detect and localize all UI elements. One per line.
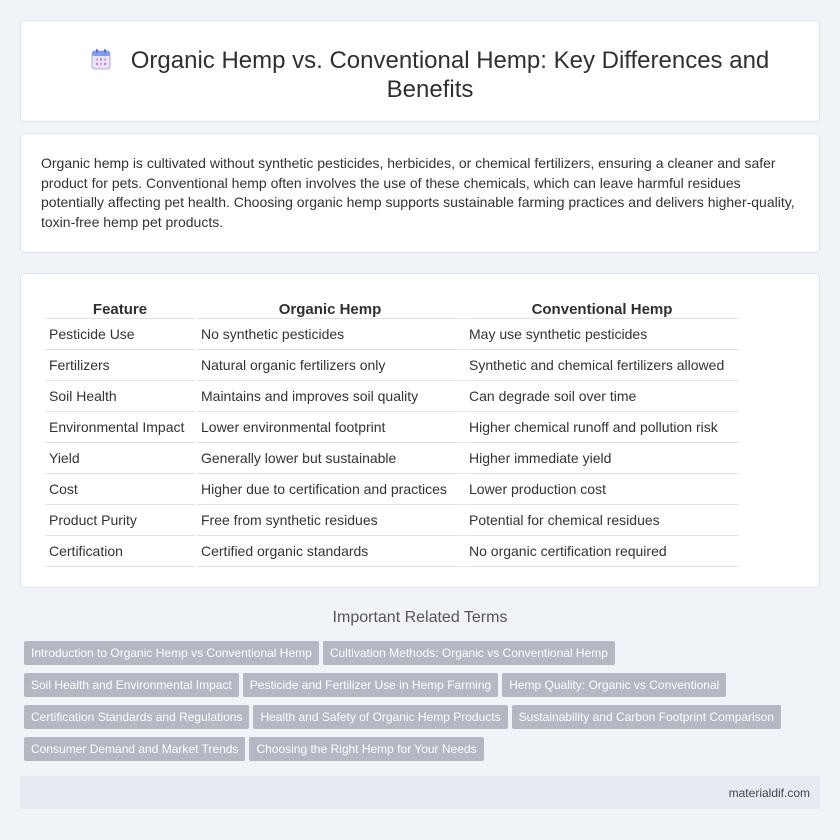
table-row bbox=[45, 381, 739, 412]
comparison-card bbox=[20, 273, 820, 588]
table-row bbox=[45, 412, 739, 443]
organic-cell: Generally lower but sustainable bbox=[197, 443, 463, 474]
related-terms-heading: Important Related Terms bbox=[332, 609, 508, 626]
feature-cell: Pesticide Use bbox=[45, 319, 195, 350]
related-term-tag[interactable]: Introduction to Organic Hemp vs Conventional Hemp bbox=[24, 641, 319, 665]
organic-cell: Free from synthetic residues bbox=[197, 505, 463, 536]
related-term-tag[interactable]: Hemp Quality: Organic vs Conventional bbox=[502, 673, 726, 697]
organic-cell: Maintains and improves soil quality bbox=[197, 381, 463, 412]
conventional-cell: Lower production cost bbox=[465, 474, 739, 505]
feature-cell: Certification bbox=[45, 536, 195, 567]
tag-row bbox=[24, 673, 824, 705]
related-term-tag[interactable]: Cultivation Methods: Organic vs Conventional Hemp bbox=[323, 641, 615, 665]
conventional-cell: No organic certification required bbox=[465, 536, 739, 567]
organic-cell: Natural organic fertilizers only bbox=[197, 350, 463, 381]
related-term-tag[interactable]: Soil Health and Environmental Impact bbox=[24, 673, 239, 697]
conventional-cell: Can degrade soil over time bbox=[465, 381, 739, 412]
conventional-cell: Higher immediate yield bbox=[465, 443, 739, 474]
table-row bbox=[45, 443, 739, 474]
feature-cell: Environmental Impact bbox=[45, 412, 195, 443]
comparison-table bbox=[43, 295, 741, 567]
table-header-row bbox=[45, 295, 739, 319]
intro-paragraph: Organic hemp is cultivated without synthetic pesticides, herbicides, or chemical fertilizers, ensuring a cleaner and safer product for pets. Conventional hemp often involves the use of these chemicals, which can leave harmful residues potentially affecting pet health. Choosing organic hemp supports sustainable farming practices and delivers higher-quality, toxin-free hemp pet products. bbox=[41, 155, 795, 230]
header-card bbox=[20, 20, 820, 122]
conventional-cell: Synthetic and chemical fertilizers allowed bbox=[465, 350, 739, 381]
intro-card bbox=[20, 133, 820, 253]
page-title-text: Organic Hemp vs. Conventional Hemp: Key Differences and Benefits bbox=[130, 47, 770, 103]
tag-row bbox=[24, 641, 824, 673]
table-row bbox=[45, 536, 739, 567]
calendar-icon bbox=[91, 48, 111, 70]
related-term-tag[interactable]: Pesticide and Fertilizer Use in Hemp Farming bbox=[243, 673, 498, 697]
organic-cell: Lower environmental footprint bbox=[197, 412, 463, 443]
table-row bbox=[45, 319, 739, 350]
related-term-tag[interactable]: Health and Safety of Organic Hemp Products bbox=[253, 705, 507, 729]
organic-cell: No synthetic pesticides bbox=[197, 319, 463, 350]
tag-row bbox=[24, 737, 824, 769]
organic-cell: Certified organic standards bbox=[197, 536, 463, 567]
table-row bbox=[45, 505, 739, 536]
conventional-cell: Higher chemical runoff and pollution risk bbox=[465, 412, 739, 443]
related-terms-tags bbox=[24, 641, 824, 769]
page-title bbox=[81, 46, 779, 104]
related-term-tag[interactable]: Choosing the Right Hemp for Your Needs bbox=[249, 737, 483, 761]
conventional-cell: May use synthetic pesticides bbox=[465, 319, 739, 350]
table-row bbox=[45, 350, 739, 381]
footer-bar bbox=[20, 776, 820, 809]
tag-row bbox=[24, 705, 824, 737]
conventional-cell: Potential for chemical residues bbox=[465, 505, 739, 536]
header-feature: Feature bbox=[45, 295, 195, 319]
feature-cell: Soil Health bbox=[45, 381, 195, 412]
related-term-tag[interactable]: Sustainability and Carbon Footprint Comparison bbox=[512, 705, 781, 729]
feature-cell: Product Purity bbox=[45, 505, 195, 536]
header-conventional-hemp: Conventional Hemp bbox=[465, 295, 739, 319]
header-organic-hemp: Organic Hemp bbox=[197, 295, 463, 319]
feature-cell: Fertilizers bbox=[45, 350, 195, 381]
feature-cell: Yield bbox=[45, 443, 195, 474]
related-term-tag[interactable]: Certification Standards and Regulations bbox=[24, 705, 249, 729]
table-row bbox=[45, 474, 739, 505]
related-term-tag[interactable]: Consumer Demand and Market Trends bbox=[24, 737, 245, 761]
organic-cell: Higher due to certification and practices bbox=[197, 474, 463, 505]
feature-cell: Cost bbox=[45, 474, 195, 505]
footer-site-link[interactable]: materialdif.com bbox=[728, 786, 810, 800]
